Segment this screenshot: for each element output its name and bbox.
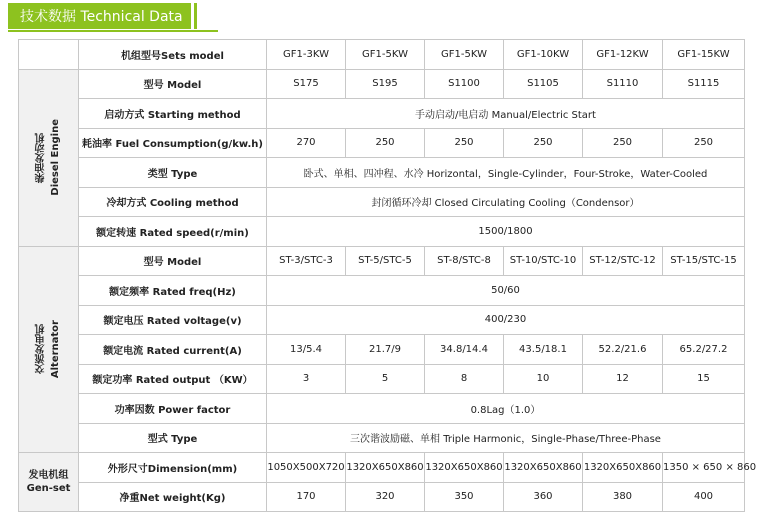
value-cell: 5 <box>346 364 425 394</box>
section-title: 技术数据 Technical Data <box>8 3 191 29</box>
value-cell: 13/5.4 <box>267 335 346 365</box>
value-cell: 10 <box>504 364 583 394</box>
param-label: 额定电压 Rated voltage(v) <box>79 305 267 335</box>
param-label: 额定转速 Rated speed(r/min) <box>79 217 267 247</box>
value-cell: 350 <box>425 482 504 512</box>
row-dimension <box>19 453 745 483</box>
param-label: 机组型号Sets model <box>79 40 267 70</box>
value-cell: 380 <box>583 482 663 512</box>
model-header: GF1-12KW <box>583 40 663 70</box>
param-label: 型号 Model <box>79 246 267 276</box>
value-cell: 250 <box>504 128 583 158</box>
value-cell: S1110 <box>583 69 663 99</box>
value-cell: ST-5/STC-5 <box>346 246 425 276</box>
value-cell: 250 <box>663 128 745 158</box>
value-cell: 360 <box>504 482 583 512</box>
value-cell: 21.7/9 <box>346 335 425 365</box>
row-rated-freq <box>19 276 745 306</box>
value-cell: 320 <box>346 482 425 512</box>
model-header: GF1-15KW <box>663 40 745 70</box>
group-label-en: Alternator <box>49 320 61 379</box>
value-cell: S1105 <box>504 69 583 99</box>
row-rated-output <box>19 364 745 394</box>
row-power-factor <box>19 394 745 424</box>
title-accent-stripe <box>194 3 197 29</box>
value-cell: 1320X650X860 <box>504 453 583 483</box>
title-underline <box>8 30 218 32</box>
model-header: GF1-5KW <box>346 40 425 70</box>
param-label: 额定频率 Rated freq(Hz) <box>79 276 267 306</box>
value-cell: 250 <box>583 128 663 158</box>
param-label: 额定电流 Rated current(A) <box>79 335 267 365</box>
value-cell: S175 <box>267 69 346 99</box>
value-cell: 170 <box>267 482 346 512</box>
group-label-cn: 柴油发动机 <box>35 132 47 183</box>
value-cell: S1115 <box>663 69 745 99</box>
row-alternator-type <box>19 423 745 453</box>
value-cell: 1050X500X720 <box>267 453 346 483</box>
value-cell: 3 <box>267 364 346 394</box>
group-label-cn: 交流发电机 <box>35 324 47 375</box>
value-cell: 1320X650X860 <box>346 453 425 483</box>
group-label-en: Diesel Engine <box>49 119 61 196</box>
param-label: 型式 Type <box>79 423 267 453</box>
value-cell: 65.2/27.2 <box>663 335 745 365</box>
row-starting-method <box>19 99 745 129</box>
value-cell: ST-10/STC-10 <box>504 246 583 276</box>
value-cell: 8 <box>425 364 504 394</box>
value-cell: ST-15/STC-15 <box>663 246 745 276</box>
row-fuel-consumption <box>19 128 745 158</box>
value-cell: 三次谐波励磁、单相 Triple Harmonic，Single-Phase/Three-Phase <box>267 423 745 453</box>
value-cell: 15 <box>663 364 745 394</box>
row-net-weight <box>19 482 745 512</box>
value-cell: S195 <box>346 69 425 99</box>
section-header <box>8 3 197 29</box>
param-label: 功率因数 Power factor <box>79 394 267 424</box>
value-cell: ST-8/STC-8 <box>425 246 504 276</box>
param-label: 耗油率 Fuel Consumption(g/kw.h) <box>79 128 267 158</box>
group-label-cn: 发电机组 <box>28 470 69 481</box>
row-alternator-model <box>19 246 745 276</box>
value-cell: 250 <box>346 128 425 158</box>
row-rated-speed <box>19 217 745 247</box>
value-cell: 43.5/18.1 <box>504 335 583 365</box>
value-cell: 400/230 <box>267 305 745 335</box>
param-label: 冷却方式 Cooling method <box>79 187 267 217</box>
param-label: 外形尺寸Dimension(mm) <box>79 453 267 483</box>
value-cell: 400 <box>663 482 745 512</box>
corner-cell <box>19 40 79 70</box>
value-cell: 1500/1800 <box>267 217 745 247</box>
value-cell: 50/60 <box>267 276 745 306</box>
group-label-en: Gen-set <box>26 483 71 494</box>
model-header: GF1-3KW <box>267 40 346 70</box>
row-engine-model <box>19 69 745 99</box>
value-cell: 12 <box>583 364 663 394</box>
value-cell: 0.8Lag（1.0） <box>267 394 745 424</box>
value-cell: 270 <box>267 128 346 158</box>
row-rated-voltage <box>19 305 745 335</box>
value-cell: 卧式、单相、四冲程、水冷 Horizontal，Single-Cylinder，Four-Stroke，Water-Cooled <box>267 158 745 188</box>
technical-data-table <box>18 39 757 512</box>
row-rated-current <box>19 335 745 365</box>
param-label: 净重Net weight(Kg) <box>79 482 267 512</box>
model-header: GF1-5KW <box>425 40 504 70</box>
value-cell: 手动启动/电启动 Manual/Electric Start <box>267 99 745 129</box>
row-engine-type <box>19 158 745 188</box>
value-cell: ST-3/STC-3 <box>267 246 346 276</box>
param-label: 类型 Type <box>79 158 267 188</box>
param-label: 额定功率 Rated output （KW） <box>79 364 267 394</box>
row-sets-model <box>19 40 745 70</box>
param-label: 型号 Model <box>79 69 267 99</box>
value-cell: ST-12/STC-12 <box>583 246 663 276</box>
value-cell: S1100 <box>425 69 504 99</box>
value-cell: 250 <box>425 128 504 158</box>
param-label: 启动方式 Starting method <box>79 99 267 129</box>
group-gen-set <box>19 453 79 512</box>
row-cooling-method <box>19 187 745 217</box>
model-header: GF1-10KW <box>504 40 583 70</box>
value-cell: 1320X650X860 <box>425 453 504 483</box>
value-cell: 1350 × 650 × 860 <box>663 453 745 483</box>
value-cell: 封闭循环冷却 Closed Circulating Cooling（Condensor） <box>267 187 745 217</box>
group-diesel-engine <box>19 69 79 246</box>
value-cell: 1320X650X860 <box>583 453 663 483</box>
value-cell: 52.2/21.6 <box>583 335 663 365</box>
group-alternator <box>19 246 79 453</box>
value-cell: 34.8/14.4 <box>425 335 504 365</box>
